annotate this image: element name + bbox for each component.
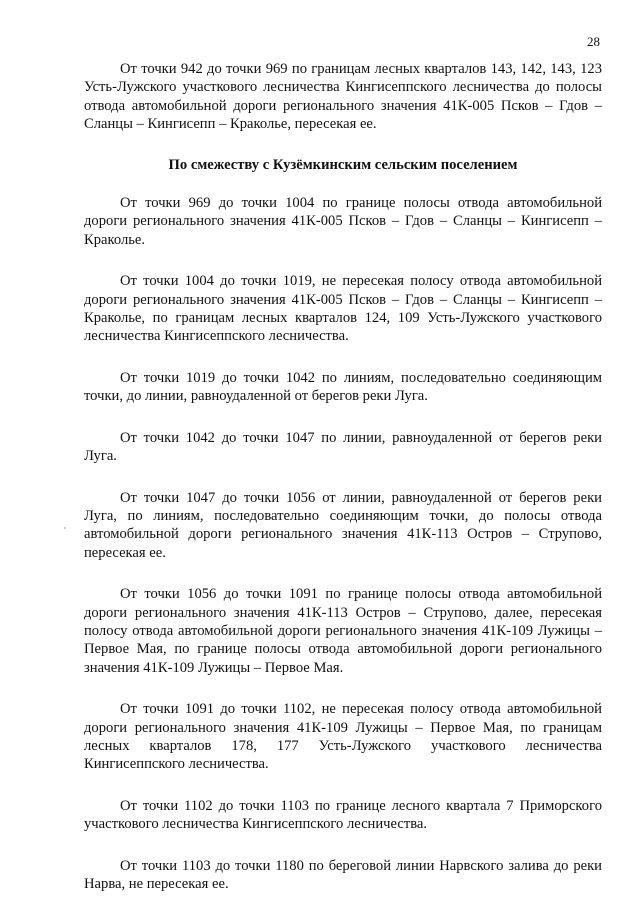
boundary-paragraph-9: От точки 1103 до точки 1180 по береговой линии Нарвского залива до реки Нарва, не пересекая ее. (84, 857, 602, 892)
boundary-paragraph-4: От точки 1042 до точки 1047 по линии, равноудаленной от берегов реки Луга. (84, 429, 602, 465)
boundary-paragraph-5: От точки 1047 до точки 1056 от линии, равноудаленной от берегов реки Луга, по линиям, последовательно соединяющим точки, до полосы отвода автомобильной дороги регионального значения 41К-113 Остров – Струпово, пересекая ее. (84, 489, 602, 561)
boundary-paragraph-1: От точки 969 до точки 1004 по границе полосы отвода автомобильной дороги регионального значения 41К-005 Псков – Гдов – Сланцы – Кингисепп – Краколье. (84, 195, 602, 248)
boundary-paragraph-2: От точки 1004 до точки 1019, не пересекая полосу отвода автомобильной дороги регионального значения 41К-005 Псков – Гдов – Сланцы – Кингисепп – Краколье, по границам лесных кварталов 124, 109 Усть-Лужского участкового лесничества Кингисеппского лесничества. (84, 273, 602, 345)
boundary-paragraph-3: От точки 1019 до точки 1042 по линиям, последовательно соединяющим точки, до линии, равноудаленной от берегов реки Луга. (84, 369, 602, 405)
intro-paragraph: От точки 942 до точки 969 по границам лесных кварталов 143, 142, 143, 123 Усть-Лужского участкового лесничества Кингисеппского лесничества до полосы отвода автомобильной дороги регионального значения 41К-005 Псков – Гдов – Сланцы – Кингисепп – Краколье, пересекая ее. (84, 61, 602, 133)
scan-speck (64, 527, 66, 529)
section-heading: По смежеству с Кузёмкинским сельским поселением (168, 156, 518, 173)
boundary-paragraph-6: От точки 1056 до точки 1091 по границе полосы отвода автомобильной дороги регионального значения 41К-113 Остров – Струпово, далее, пересекая полосу отвода автомобильной дороги регионального значения 41К-109 Лужицы – Первое Мая, по границе полосы отвода автомобильной дороги регионального значения 41К-109 Лужицы – Первое Мая. (84, 586, 602, 676)
boundary-paragraph-7: От точки 1091 до точки 1102, не пересекая полосу отвода автомобильной дороги регионального значения 41К-109 Лужицы – Первое Мая, по границам лесных кварталов 178, 177 Усть-Лужского участкового лесничества Кингисеппского лесничества. (84, 701, 602, 773)
boundary-paragraph-8: От точки 1102 до точки 1103 по границе лесного квартала 7 Приморского участкового лесничества Кингисеппского лесничества. (84, 797, 602, 833)
page-number: 28 (587, 34, 600, 49)
document-body (84, 60, 602, 916)
